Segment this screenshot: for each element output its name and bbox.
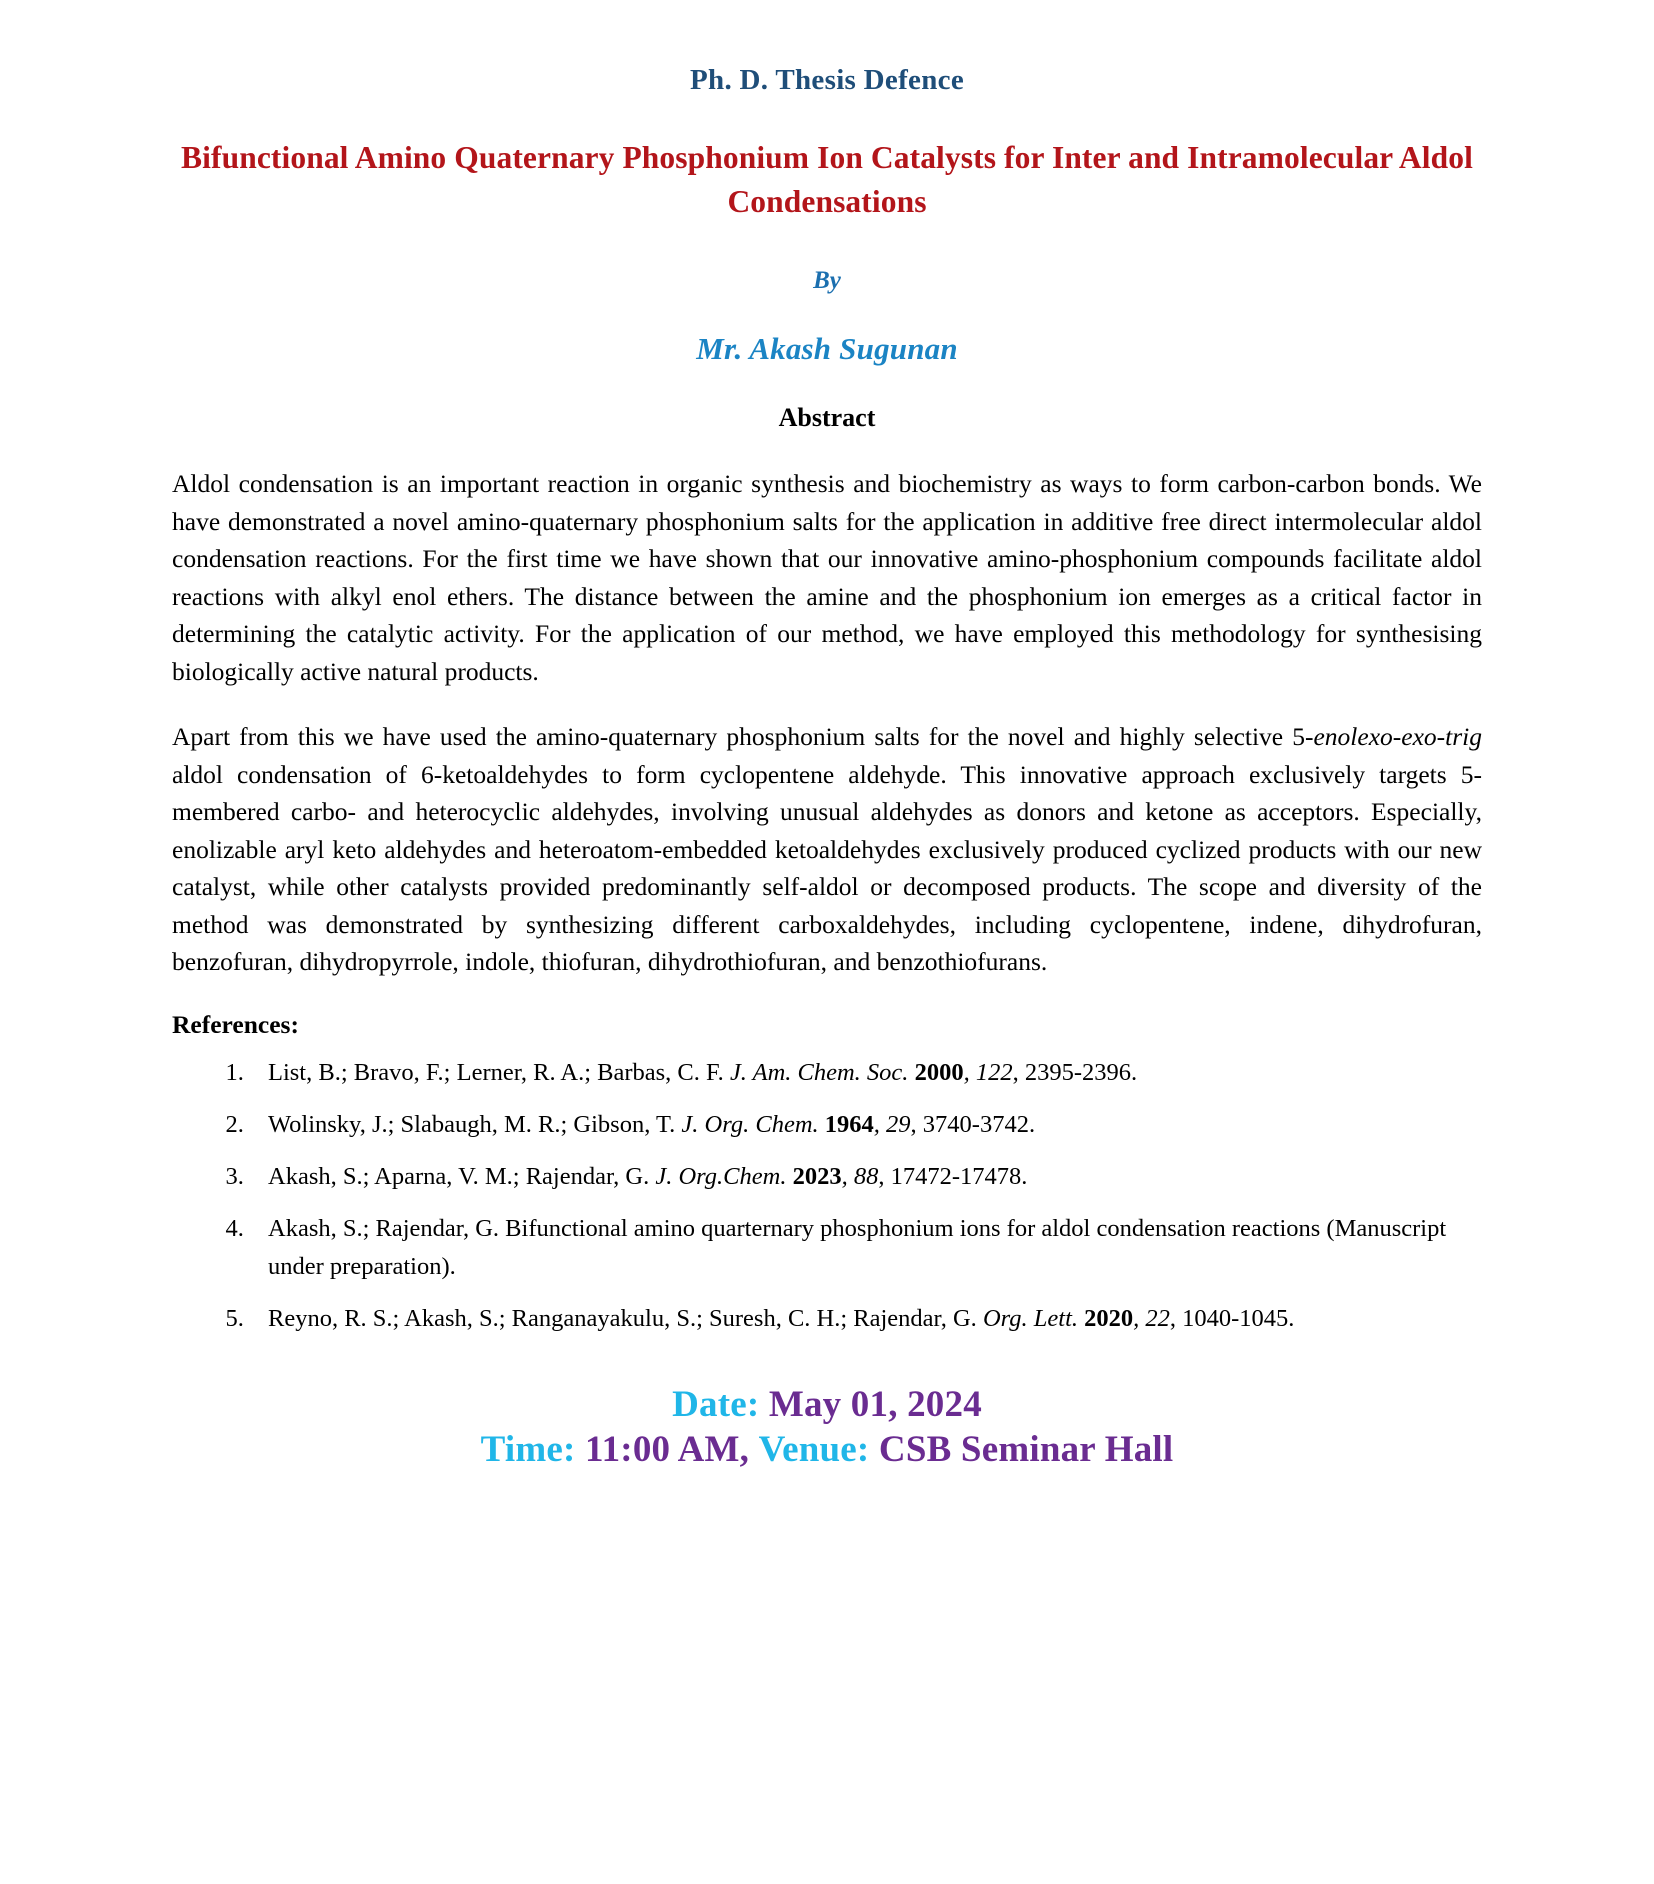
reference-authors: Wolinsky, J.; Slabaugh, M. R.; Gibson, T. [268, 1111, 682, 1139]
abstract-paragraph-1: Aldol condensation is an important reaction in organic synthesis and biochemistry as ways to form carbon-carbon bonds. We have demonstrated a novel amino-quaternary phosphonium salts for the application in additive free direct intermolecular aldol condensation reactions. For the first time we have shown that our innovative amino-phosphonium compounds facilitate aldol reactions with alkyl enol ethers. The distance between the amine and the phosphonium ion emerges as a critical factor in determining the catalytic activity. For the application of our method, we have employed this methodology for synthesising biologically active natural products. [172, 469, 1482, 686]
reference-journal: Org. Lett. [982, 1305, 1078, 1333]
abstract-paragraph-2 [172, 718, 1482, 980]
reference-year: 2000 [908, 1059, 964, 1087]
by-label: By [813, 267, 841, 295]
author-name: Mr. Akash Sugunan [696, 331, 958, 367]
reference-year: 1964 [818, 1111, 874, 1139]
date-label: Date: [672, 1384, 760, 1426]
reference-pages: , 17472-17478. [878, 1163, 1028, 1191]
date-value: May 01, 2024 [768, 1384, 982, 1426]
reference-journal: J. Org.Chem. [655, 1163, 787, 1191]
reference-volume: , 22 [1133, 1305, 1170, 1333]
reference-item [250, 1300, 1482, 1338]
venue-value: CSB Seminar Hall [878, 1429, 1174, 1471]
time-venue-line [172, 1427, 1482, 1472]
reference-authors: List, B.; Bravo, F.; Lerner, R. A.; Barbas, C. F. [268, 1059, 730, 1087]
reference-list [172, 1054, 1482, 1338]
reference-item [250, 1210, 1482, 1286]
reference-journal: J. Org. Chem. [681, 1111, 819, 1139]
reference-authors: Akash, S.; Aparna, V. M.; Rajendar, G. [268, 1163, 656, 1191]
abstract-heading: Abstract [778, 403, 876, 433]
reference-item [250, 1106, 1482, 1144]
time-label: Time: [480, 1429, 576, 1471]
abstract-paragraph-2-text-after: aldol condensation of 6-ketoaldehydes to form cyclopentene aldehyde. This innovative approach exclusively targets 5-membered carbo- and heterocyclic aldehydes, involving unusual aldehydes as donors and ketone as acceptors. Especially, enolizable aryl keto aldehydes and heteroatom-embedded ketoaldehydes exclusively produced cyclized products with our new catalyst, while other catalysts provided predominantly self-aldol or decomposed products. The scope and diversity of the method was demonstrated by synthesizing different carboxaldehydes, including cyclopentene, indene, dihydrofuran, benzofuran, dihydropyrrole, indole, thiofuran, dihydrothiofuran, and benzothiofurans. [172, 759, 1482, 976]
reference-authors: Reyno, R. S.; Akash, S.; Ranganayakulu, S.; Suresh, C. H.; Rajendar, G. [268, 1305, 983, 1333]
reference-volume: , 88 [841, 1163, 879, 1191]
thesis-title: Bifunctional Amino Quaternary Phosphonium Ion Catalysts for Inter and Intramolecular Aldol Condensations [181, 140, 1473, 219]
reference-pages: , 1040-1045. [1169, 1305, 1295, 1333]
abstract-paragraph-2-text-before: Apart from this we have used the amino-quaternary phosphonium salts for the novel and highly selective 5- [172, 722, 1314, 752]
reference-volume: , 122 [963, 1059, 1013, 1087]
reference-year: 2020 [1078, 1305, 1134, 1333]
reference-item [250, 1158, 1482, 1196]
reference-volume: , 29 [873, 1111, 911, 1139]
reference-pages: , 3740-3742. [910, 1111, 1036, 1139]
date-line [172, 1382, 1482, 1427]
time-value: 11:00 AM, [584, 1429, 750, 1471]
reference-pages: , 2395-2396. [1012, 1059, 1138, 1087]
references-heading: References: [172, 1010, 299, 1040]
abstract-paragraph-2-italic-term: enolexo-exo-trig [1313, 722, 1482, 752]
reference-authors: Akash, S.; Rajendar, G. Bifunctional amino quarternary phosphonium ions for aldol condensation reactions (Manuscript under preparation). [268, 1215, 1447, 1281]
reference-item [250, 1054, 1482, 1092]
venue-label: Venue: [758, 1429, 870, 1471]
event-type-heading: Ph. D. Thesis Defence [690, 64, 964, 96]
event-details-footer [172, 1382, 1482, 1472]
reference-journal: J. Am. Chem. Soc. [729, 1059, 909, 1087]
reference-year: 2023 [786, 1163, 842, 1191]
